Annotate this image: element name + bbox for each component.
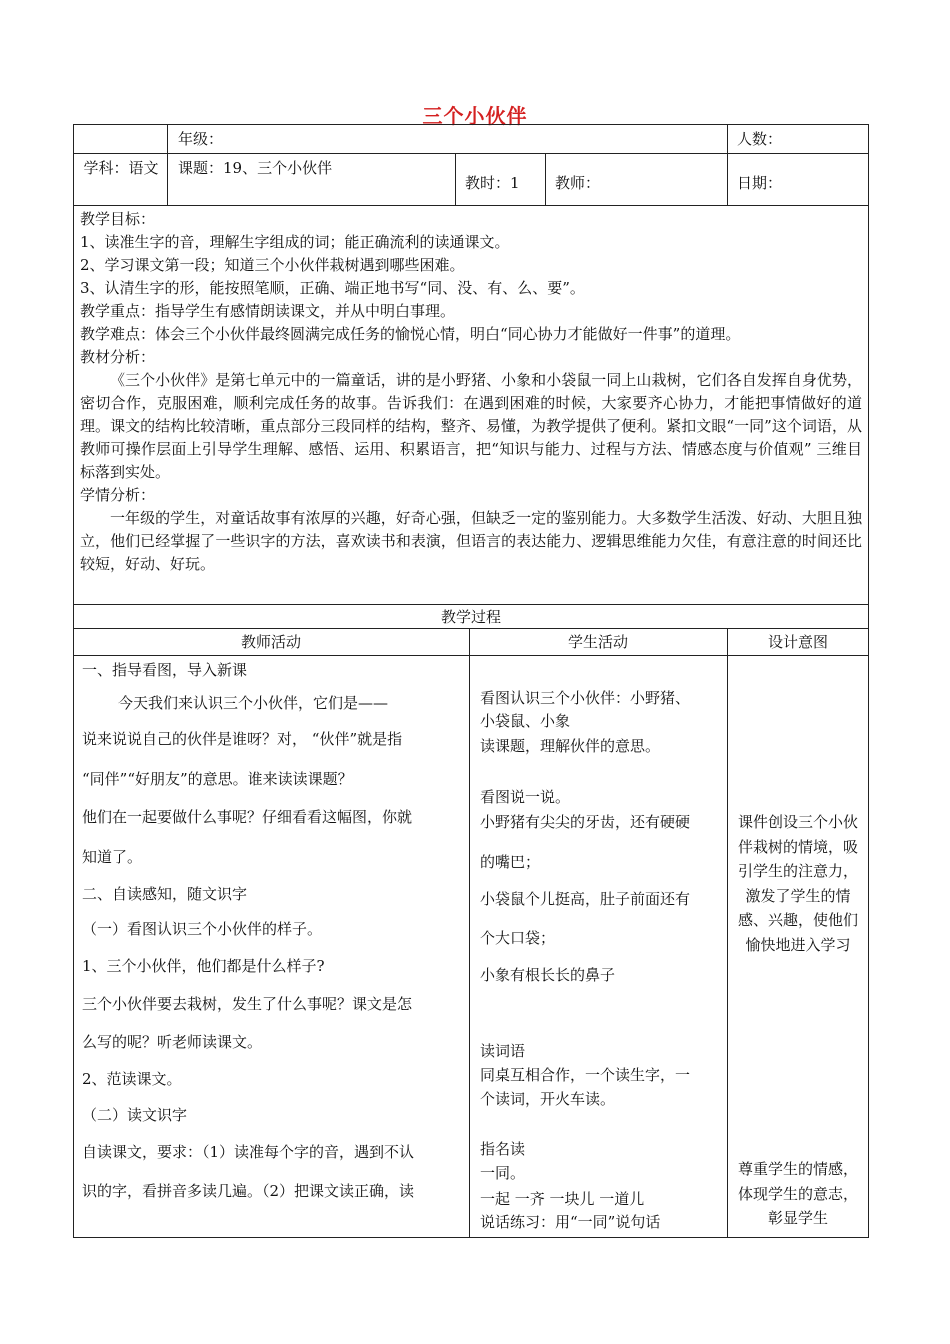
material-analysis: 《三个小伙伴》是第七单元中的一篇童话，讲的是小野猪、小象和小袋鼠一同上山栽树，它们各自发挥自身优势，密切合作，克服困难，顺利完成任务的故事。告诉我们：在遇到困难的时候，大家要齐心协力，才能把事情做好的道理。课文的结构比较清晰，重点部分三段同样的结构，整齐、易懂，为教学提供了便利。紧扣文眼“一同”这个词语，从教师可操作层面上引导学生理解、感悟、运用、积累语言，把“知识与能力、过程与方法、情感态度与价值观” 三维目标落到实处。 xyxy=(80,371,862,481)
student-heading: 学情分析： xyxy=(80,486,156,504)
student-line: 读词语 xyxy=(480,1042,526,1060)
design-intent: 尊重学生的情感，体现学生的意志，彰显学生 xyxy=(737,1160,858,1227)
student-line: 小象有根长长的鼻子 xyxy=(480,966,616,984)
goal-item: 2、学习课文第一段；知道三个小伙伴栽树遇到哪些困难。 xyxy=(80,256,465,274)
student-line: 读课题，理解伙伴的意思。 xyxy=(480,737,661,755)
column-header-intent: 设计意图 xyxy=(767,633,828,651)
student-line: 一起 一齐 一块儿 一道儿 xyxy=(480,1190,645,1208)
goal-item: 1、读准生字的音，理解生字组成的词；能正确流利的读通课文。 xyxy=(80,233,510,251)
student-line: 个读词，开火车读。 xyxy=(480,1090,616,1108)
goal-heading: 教学目标： xyxy=(80,210,156,228)
document-title: 三个小伙伴 xyxy=(422,104,528,128)
teacher-line: 三个小伙伴要去栽树，发生了什么事呢？课文是怎 xyxy=(82,995,413,1013)
student-analysis: 一年级的学生，对童话故事有浓厚的兴趣，好奇心强，但缺乏一定的鉴别能力。大多数学生活泼、好动、大胆且独立，他们已经掌握了一些识字的方法，喜欢读书和表演，但语言的表达能力、逻辑思维能力欠佳，有意注意的时间还比较短，好动、好玩。 xyxy=(80,509,862,573)
grade-label: 年级： xyxy=(178,130,224,148)
process-heading: 教学过程 xyxy=(440,608,501,626)
teacher-line: （一）看图认识三个小伙伴的样子。 xyxy=(82,920,323,938)
subject-label: 学科：语文 xyxy=(83,159,159,177)
teacher-line: 今天我们来认识三个小伙伴，它们是—— xyxy=(118,694,389,712)
design-intent: 课件创设三个小伙伴栽树的情境，吸引学生的注意力，激发了学生的情感、兴趣，使他们愉快地进入学习 xyxy=(737,813,858,954)
student-line: 看图说一说。 xyxy=(480,788,571,806)
teacher-line: 自读课文，要求：（1）读准每个字的音，遇到不认 xyxy=(82,1143,415,1161)
student-line: 同桌互相合作，一个读生字，一 xyxy=(480,1066,691,1084)
topic-label: 课题：19、三个小伙伴 xyxy=(178,159,333,177)
teacher-label: 教师： xyxy=(555,174,601,192)
column-header-teacher: 教师活动 xyxy=(240,633,301,651)
student-line: 指名读 xyxy=(480,1140,526,1158)
teacher-line: 他们在一起要做什么事呢？仔细看看这幅图，你就 xyxy=(82,808,413,826)
goal-item: 3、认清生字的形，能按照笔顺，正确、端正地书写“同、没、有、么、要”。 xyxy=(80,279,585,297)
student-activity xyxy=(480,0,724,1240)
student-line: 小袋鼠个儿挺高，肚子前面还有 xyxy=(480,890,691,908)
teacher-line: （二）读文识字 xyxy=(82,1106,188,1124)
student-line: 看图认识三个小伙伴：小野猪、 xyxy=(480,689,691,707)
teacher-line: 2、范读课文。 xyxy=(82,1070,182,1088)
student-line: 小袋鼠、小象 xyxy=(480,712,571,730)
material-heading: 教材分析： xyxy=(80,348,156,366)
student-line: 的嘴巴； xyxy=(480,853,541,871)
period-label: 教时：1 xyxy=(465,174,520,192)
teacher-line: 一、指导看图，导入新课 xyxy=(82,661,248,679)
teacher-line: 知道了。 xyxy=(82,848,143,866)
student-line: 一同。 xyxy=(480,1164,526,1182)
student-line: 说话练习：用“一同”说句话 xyxy=(480,1213,661,1231)
teacher-line: 么写的呢？听老师读课文。 xyxy=(82,1033,263,1051)
teacher-line: 识的字，看拼音多读几遍。（2）把课文读正确，读 xyxy=(82,1182,415,1200)
date-label: 日期： xyxy=(737,174,783,192)
teacher-line: 二、自读感知，随文识字 xyxy=(82,885,248,903)
student-line: 小野猪有尖尖的牙齿，还有硬硬 xyxy=(480,813,691,831)
student-count-label: 人数： xyxy=(737,130,783,148)
difficulty: 教学难点：体会三个小伙伴最终圆满完成任务的愉悦心情，明白“同心协力才能做好一件事”的道理。 xyxy=(80,325,741,343)
column-header-student: 学生活动 xyxy=(567,633,628,651)
student-line: 个大口袋； xyxy=(480,929,556,947)
key-point: 教学重点：指导学生有感情朗读课文，并从中明白事理。 xyxy=(80,302,456,320)
teacher-line: “同伴”“好朋友”的意思。谁来读读课题？ xyxy=(82,770,353,788)
teacher-line: 说来说说自己的伙伴是谁呀？对， “伙伴”就是指 xyxy=(82,730,403,748)
teacher-line: 1、三个小伙伴，他们都是什么样子? xyxy=(82,957,325,975)
teacher-activity xyxy=(82,0,462,1240)
